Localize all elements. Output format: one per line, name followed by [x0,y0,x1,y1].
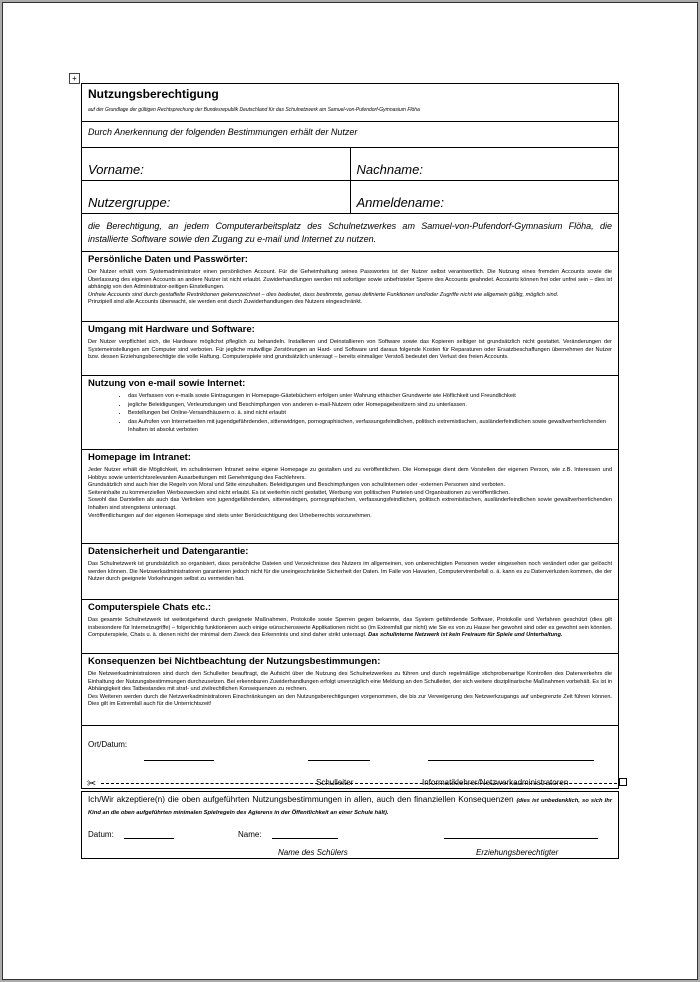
section-heading: Homepage im Intranet: [88,452,191,463]
section-paragraph: Jeder Nutzer erhält die Möglichkeit, im schulinternen Intranet seine eigene Homepage zu gestalten und zu veröffentlichen. Die Homepage dient dem Vorstellen der eigenen Person, wie z.B. Interessen und Hobbys sowie unterrichtsrelevanten Ausarbeitungen mit Genehmigung des Fachlehrers. [88,467,612,481]
section-email-internet [82,376,618,450]
document-title: Nutzungsberechtigung [88,87,219,101]
section-hardware [82,322,618,376]
cut-line [87,777,627,789]
section-computerspiele [82,600,618,654]
nachname-field[interactable]: Nachname: [356,162,423,177]
section-paragraph [88,617,612,640]
name-label: Name: [238,830,262,839]
section-text: Das gesamte Schulnetzwerk ist weitestgehend durch geeignete Maßnahmen, Protokolle sowie Sperren gegen bekannte, das System gefährdende Software, Protokolle und Verfahren geschützt (dies gilt insbesondere für Internetzugriffe) – folgerichtig funktionieren auch einige wünschenswerte Applikationen nicht so (im Extremfall gar nicht) wie Sie es von zu Hause her gewohnt sind oder es gewohnt sein könnten. Computerspiele, Chats u. ä. dienen nicht der minimal dem Zweck des Erkenntnis und sind daher strikt untersagt. [88,617,612,639]
list-item: • Bestellungen bei Online-Versandhäusern o. ä. sind nicht erlaubt [128,409,612,418]
vorname-field[interactable]: Vorname: [82,148,351,180]
datum-label: Datum: [88,830,114,839]
intro-row [82,122,618,148]
signature-line [428,760,594,761]
section-konsequenzen [82,654,618,726]
section-paragraph: Das Schulnetzwerk ist grundsätzlich so organisiert, dass persönliche Dateien und Verzeichnisse des Nutzers im allgemeinen, von unberechtigten Personen weder eingesehen noch verändert oder gar gelöscht werden können. Die Netzwerkadministratoren garantieren jedoch nicht für die uneingeschränkte Sicherheit der Daten. Im Falle von Havarien, Computervirenbefall o. ä. kann es zu Datenverlusten kommen, die der Nutzer durch geeignete Vorkehrungen selbst zu vermeiden hat. [88,561,612,583]
section-emphasis: Das schulinterne Netzwerk ist kein Freiraum für Spiele und Unterhaltung. [368,632,563,639]
section-paragraph: Der Nutzer verpflichtet sich, die Hardware möglichst pfleglich zu behandeln. Installieren und Deinstallieren von Software sowie das Kopieren selbiger ist grundsätzlich nicht gestattet. Veränderungen der Systemeinstellungen am Computer sind verboten. Für jegliche mutwillige Zerstörungen an Hard- und Software und daraus folgende Kosten für Reparaturen oder Ersatzbeschaffungen übernehmen der Nutzer bzw. dessen Erziehungsberechtigte die volle Haftung. Computerspiele sind grundsätzlich untersagt – bereits einmaliger Verstoß bedeutet den Verlust des freien Accounts. [88,339,612,361]
section-paragraph: Des Weiteren werden durch die Netzwerkadministratoren Einschränkungen an den Nutzungsberechtigungen vorgenommen, die bis zur Verweigerung des Netzwerkzugangs auf unbegrenzte Zeit führen können. Dies gilt im Extremfall auch für die Unterrichtszeit! [88,693,612,708]
acceptance-main-text: Ich/Wir akzeptiere(n) die oben aufgeführten Nutzungsbestimmungen in allen, auch den finanziellen Konsequenzen [88,794,514,804]
section-heading: Umgang mit Hardware und Software: [88,324,255,335]
document-subtitle: auf der Grundlage der gültigen Rechtsprechung der Bundesrepublik Deutschland für das Schulnetzwerk am Samuel-von-Pufendorf-Gymnasium Flöha [88,107,420,113]
section-personal-data [82,252,618,322]
rules-list [82,392,618,435]
section-paragraph: Die Netzwerkadministratoren sind durch den Schulleiter beauftragt, die Aufsicht über die Nutzung des Schulnetzwerkes zu führen und durch regelmäßige stichprobenartige Kontrollen des Datenverkehrs die Einhaltung der Nutzungsbestimmungen durchzusetzen. Bei erkennbaren Zuwiderhandlungen erfolgt unverzüglich eine Meldung an den Schulleiter, der sich weitere disziplinarische Maßnahmen vorbehält. Es ist in Abhängigkeit des Tatbestandes mit straf- und zivilrechtlichen Konsequenzen zu rechnen. [88,671,612,693]
section-body [82,464,618,523]
grant-text: die Berechtigung, an jedem Computerarbeitsplatz des Schulnetzwerkes am Samuel-von-Pufendorf-Gymnasium Flöha, die installierte Software sowie den Zugang zu e-mail und Internet zu nutzen. [88,221,612,244]
name-row [82,148,618,181]
acceptance-form [81,791,619,859]
section-datensicherheit [82,544,618,600]
resize-handle-icon[interactable] [619,778,627,786]
scissors-icon: ✂ [87,778,97,790]
signature-line [308,760,370,761]
list-item: • jegliche Beleidigungen, Verleumdungen und Beschimpfungen von anderen e-mail-Nutzern oder Homepagebesitzern sind zu unterlassen. [128,401,612,410]
section-paragraph: Veröffentlichungen auf der eigenen Homepage sind stets unter Berücksichtigung des Urheberrechts vorzunehmen. [88,512,372,519]
group-row [82,181,618,214]
section-body [82,614,618,643]
ort-datum-label: Ort/Datum: [88,740,128,749]
erziehungs-label: Erziehungsberechtigter [476,848,559,857]
section-heading: Computerspiele Chats etc.: [88,602,211,613]
datum-line[interactable] [124,838,174,839]
dashed-cut-line [101,783,617,784]
acceptance-text [82,792,618,818]
anmeldename-field[interactable]: Anmeldename: [356,195,444,210]
list-item: • das Verfassen von e-mails sowie Eintragungen in Homepage-Gästebüchern erfolgen unter Wahrung ethischer Grundwerte wie Höflichkeit und Freundlichkeit [128,392,612,401]
section-heading: Konsequenzen bei Nichtbeachtung der Nutzungsbestimmungen: [88,656,381,667]
signature-line [144,760,214,761]
nutzungsberechtigung-form [81,83,619,789]
section-paragraph: Unfreie Accounts sind durch gestaffelte Restriktionen gekennzeichnet – dies bedeutet, dass bestimmte, genau definierte Funktionen und/oder Zugriffe nicht wie allgemein gültig, möglich sind. [88,291,559,298]
section-body [82,558,618,587]
table-move-handle-icon[interactable]: + [69,73,80,84]
section-heading: Persönliche Daten und Passwörter: [88,254,248,265]
erziehungs-line[interactable] [444,838,598,839]
grant-row [82,214,618,252]
document-page [2,2,698,980]
section-paragraph: Der Nutzer erhält vom Systemadministrator einen persönlichen Account. Für die Geheimhaltung seines Passwortes ist der Nutzer selbst verantwortlich. Die Nutzung eines fremden Accounts sowie die Überlassung des eigenen Accounts an andere Nutzer ist nicht erlaubt. Zuwiderhandlungen werden mit sofortiger sowie unbefristeter Sperre des Accounts geahndet. Accounts können frei oder unfrei sein – dies ist abhängig von den Administrator-seitigen Einstellungen. [88,269,612,291]
header-row [82,84,618,122]
section-heading: Nutzung von e-mail sowie Internet: [88,378,246,389]
acceptance-note: (dies ist unbedenklich, so sich Ihr Kind an die oben aufgeführten minimalen Spielregeln des Agierens in der Öffentlichkeit an einer Schule hält). [88,798,613,816]
section-paragraph: Sowohl das Darstellen als auch das Verlinken von jugendgefährdenden, sittenwidrigen, pornographischen, verfassungsfeindlichen, politisch extremistischen, ausländerfeindlichen sowie gewaltverherrlichenden Inhalten sind strengstens untersagt. [88,497,612,511]
intro-text: Durch Anerkennung der folgenden Bestimmungen erhält der Nutzer [88,127,358,137]
section-body [82,336,618,365]
section-body [82,266,618,310]
informatik-label: Informatiklehrer/Netzwerkadministratoren [422,778,569,787]
nutzergruppe-field[interactable]: Nutzergruppe: [82,181,351,213]
section-paragraph: Grundsätzlich sind auch hier die Regeln von Moral und Sitte einzuhalten. Beleidigungen und Beschimpfungen von schulinternen oder -externen Personen sind verboten. [88,482,505,489]
name-line[interactable] [272,838,338,839]
section-heading: Datensicherheit und Datengarantie: [88,546,249,557]
name-schueler-label: Name des Schülers [278,848,348,857]
section-homepage [82,450,618,544]
schulleiter-label: Schulleiter [316,778,354,787]
list-item: • das Aufrufen von Internetseiten mit jugendgefährdenden, sittenwidrigen, pornographischen, verfassungsfeindlichen, politisch extremistischen, ausländerfeindlichen sowie gewaltverherrlichenden Inhalten ist absolut verboten [128,418,612,435]
section-body [82,668,618,712]
section-paragraph: Seiteninhalte zu kommerziellen Werbezwecken sind nicht erlaubt. Es ist weiterhin nicht gestattet, Werbung von politischen Parteien und Organisationen zu veröffentlichen. [88,489,510,496]
section-paragraph: Prinzipiell sind alle Accounts überwacht, sie werden erst durch Zuwiderhandlungen des Nutzers eingeschränkt. [88,299,363,306]
